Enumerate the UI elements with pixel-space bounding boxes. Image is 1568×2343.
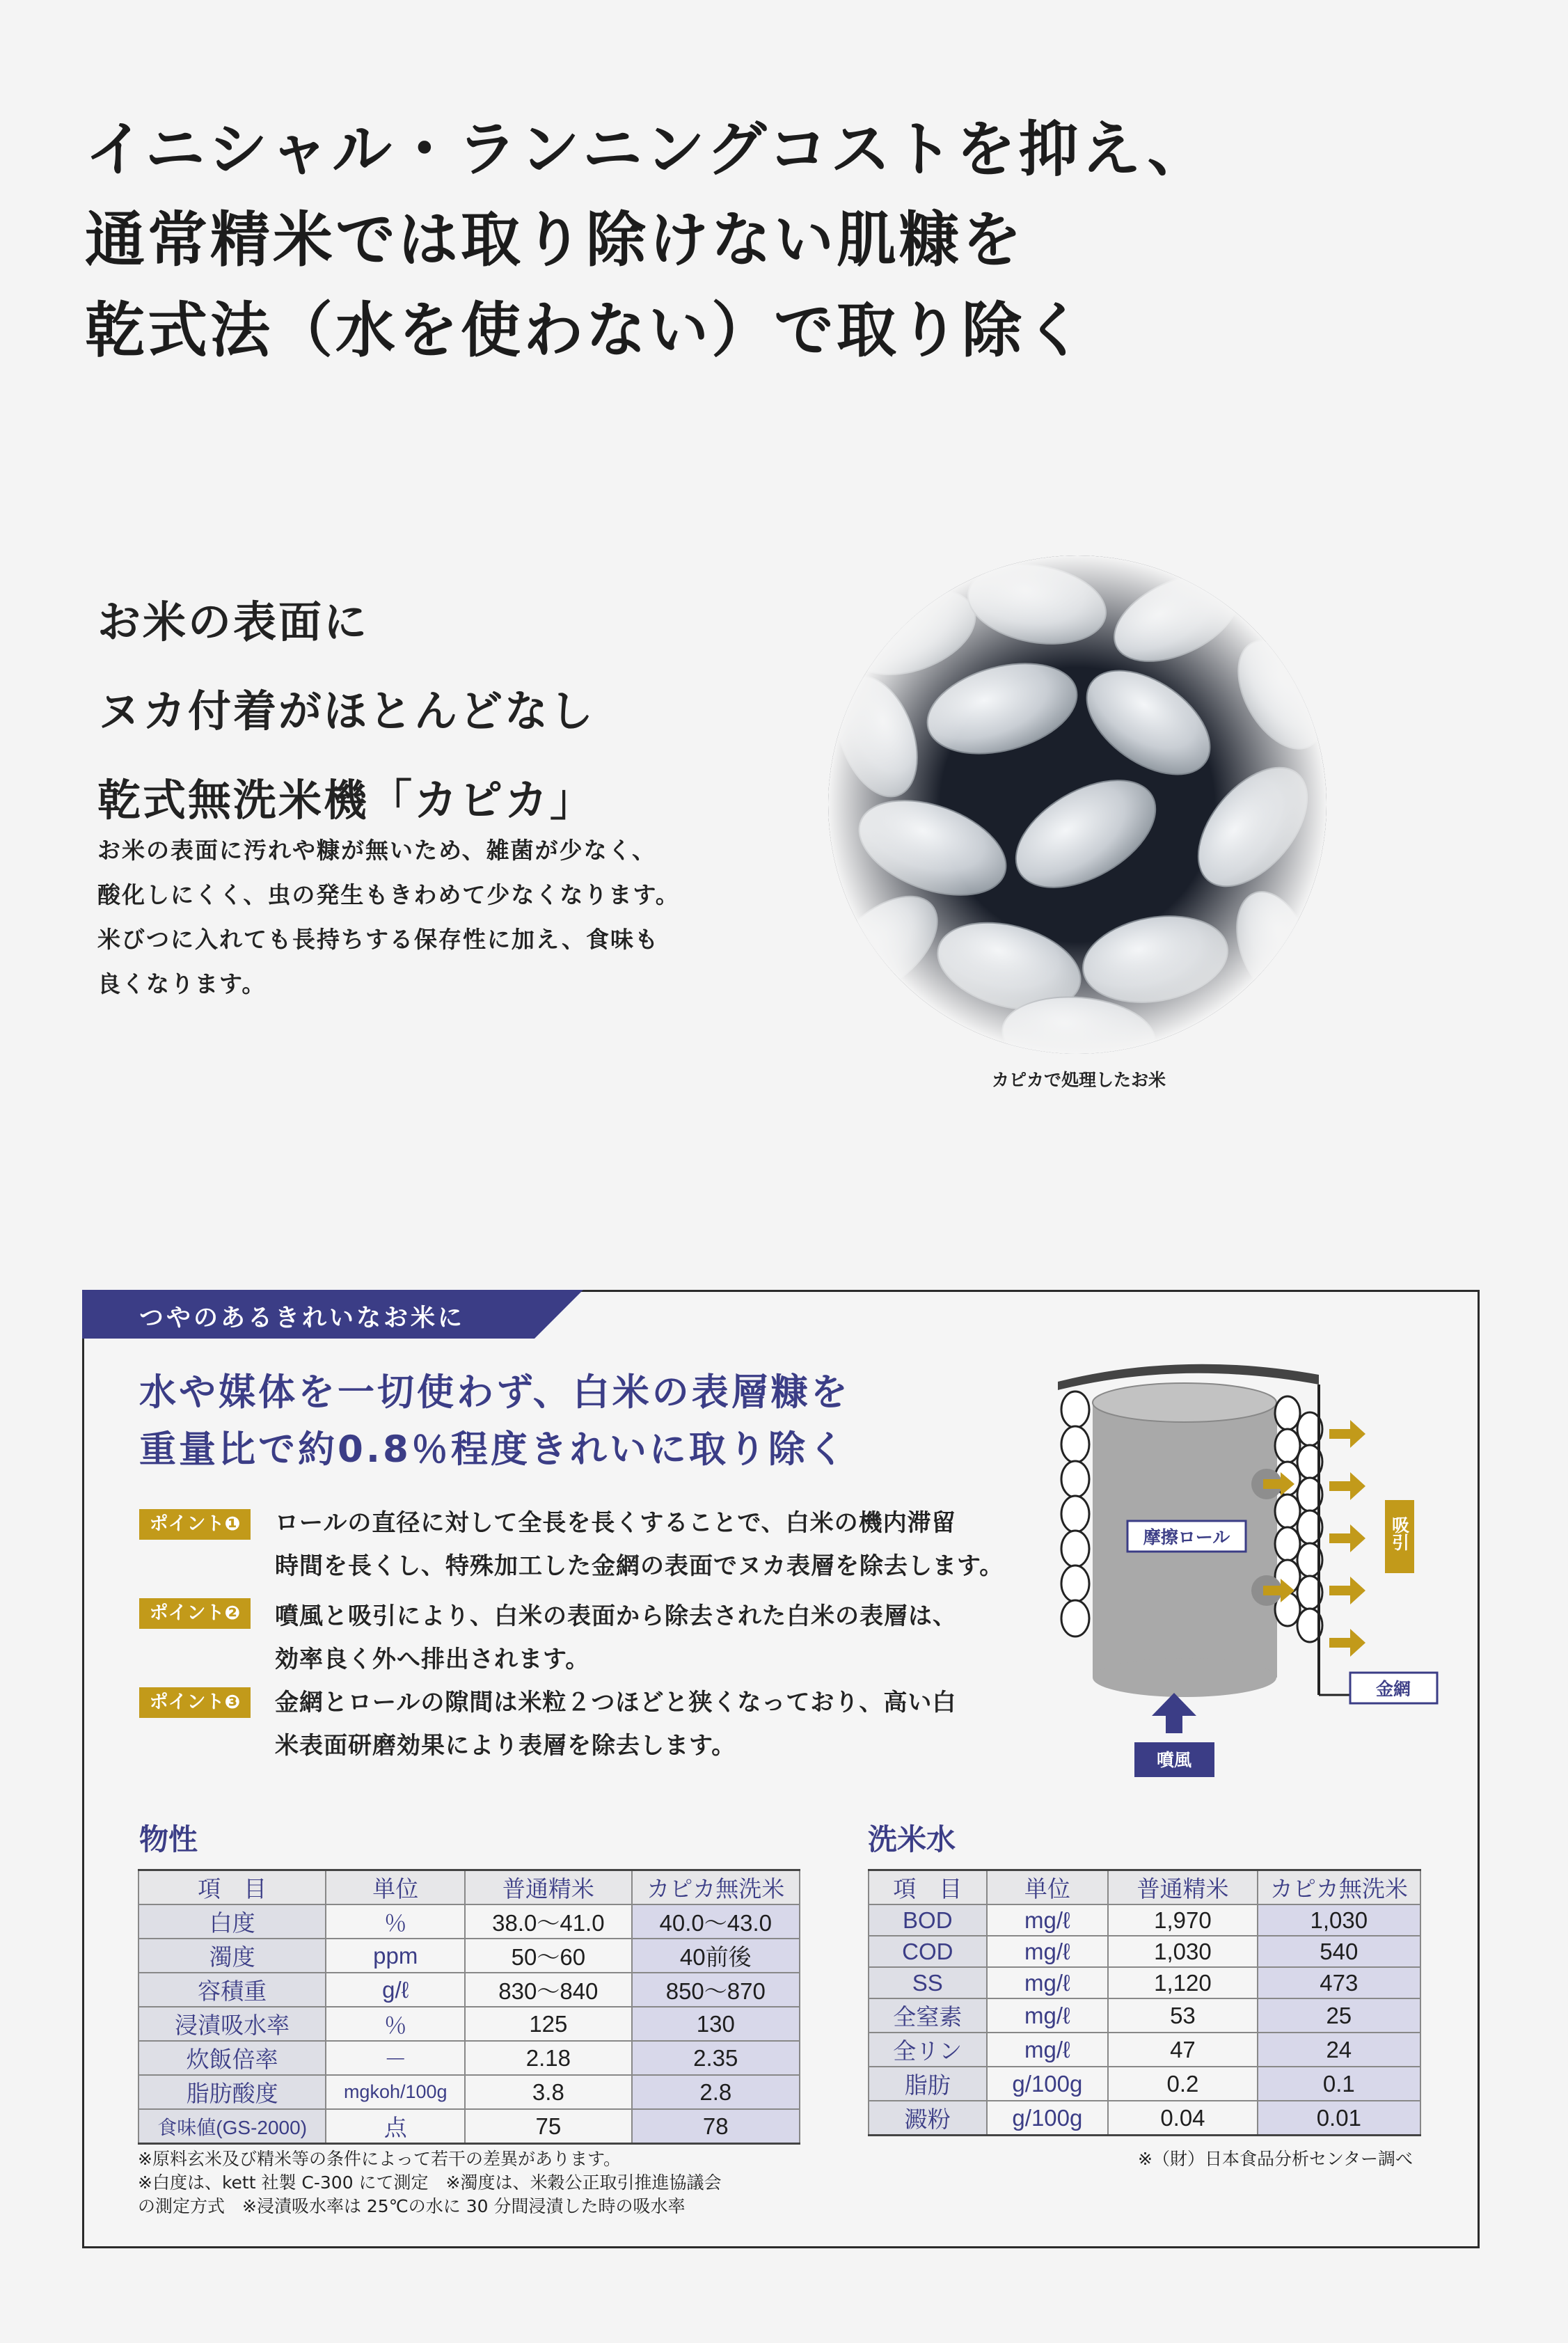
header-cell: 普通精米 [465,1870,631,1905]
note-line: ※白度は、kett 社製 C-300 にて測定 ※濁度は、米穀公正取引推進協議会 [138,2172,722,2193]
cell: mg/ℓ [987,2033,1109,2067]
cell: 40.0～43.0 [632,1904,800,1939]
cell: 全リン [869,2033,987,2067]
note-line: の測定方式 ※浸漬吸水率は 25℃の水に 30 分間浸漬した時の吸水率 [138,2196,686,2216]
intro-body-line: お米の表面に汚れや糠が無いため、雑菌が少なく、 [97,837,657,864]
header-cell: 項 目 [138,1870,326,1905]
cell: 130 [632,2007,800,2041]
cell: g/100g [987,2101,1109,2136]
cell: 全窒素 [869,1998,987,2033]
cell: 1,970 [1108,1904,1257,1936]
cell: 850～870 [632,1973,800,2007]
cell: 容積重 [138,1973,326,2007]
cell: 0.04 [1108,2101,1257,2136]
cell: ％ [326,2007,465,2041]
cell: 3.8 [465,2075,631,2109]
point-line: 米表面研磨効果により表層を除去します。 [275,1732,736,1760]
properties-notes [138,2147,722,2218]
roll-label: 摩擦ロール [1143,1527,1230,1547]
headline-line: イニシャル・ランニングコストを抑え、 [85,115,1210,184]
suction-label: 吸引 [1389,1516,1410,1551]
cell: 24 [1258,2033,1420,2067]
cell: 炊飯倍率 [138,2041,326,2075]
panel-title-line: 水や媒体を一切使わず、白米の表層糠を [139,1371,850,1414]
cell: mg/ℓ [987,1998,1109,2033]
cell: g/ℓ [326,1973,465,2007]
cell: 38.0～41.0 [465,1904,631,1939]
intro-title-line: お米の表面に [97,597,370,647]
table-header-row [138,1870,800,1905]
intro-body [97,828,680,1007]
cell: mgkoh/100g [326,2075,465,2109]
cell: mg/ℓ [987,1936,1109,1967]
point-line: 効率良く外へ排出されます。 [275,1646,590,1673]
cell: 0.01 [1258,2101,1420,2136]
table-row [869,2101,1420,2136]
cell: g/100g [987,2067,1109,2101]
point-text-3 [275,1681,956,1767]
intro-body-line: 米びつに入れても長持ちする保存性に加え、食味も [97,926,659,953]
properties-table [138,1869,800,2145]
cell: － [326,2041,465,2075]
table-row [138,1904,800,1939]
point-badge-1: ポイント❶ [139,1509,251,1540]
headline-line: 通常精米では取り除けない肌糠を [85,205,1024,275]
header-cell: 普通精米 [1108,1870,1257,1905]
cell: 50～60 [465,1939,631,1973]
header-cell: 単位 [326,1870,465,1905]
cell: 75 [465,2109,631,2144]
cell: 澱粉 [869,2101,987,2136]
table-row [138,2041,800,2075]
table-row [138,2109,800,2144]
cell: 25 [1258,1998,1420,2033]
table-row [869,2067,1420,2101]
point-text-2 [275,1595,957,1681]
blow-label: 噴風 [1156,1750,1192,1770]
table-row [138,2075,800,2109]
point-badge-3: ポイント❸ [139,1687,251,1718]
cell: ％ [326,1904,465,1939]
point-line: 時間を長くし、特殊加工した金網の表面でヌカ表層を除去します。 [275,1552,1004,1580]
table-row [138,1939,800,1973]
table-row [869,2033,1420,2067]
headline [85,104,1210,376]
cell: 0.1 [1258,2067,1420,2101]
header-cell: 項 目 [869,1870,987,1905]
point-line: 金網とロールの隙間は米粒２つほどと狭くなっており、高い白 [275,1689,957,1717]
header-cell: 単位 [987,1870,1109,1905]
cell: mg/ℓ [987,1967,1109,1998]
cell: COD [869,1936,987,1967]
cell: ppm [326,1939,465,1973]
cell: 1,030 [1258,1904,1420,1936]
header-cell: カピカ無洗米 [632,1870,800,1905]
panel-title-line: 重量比で約0.8％程度きれいに取り除く [139,1428,848,1471]
cell: SS [869,1967,987,1998]
properties-title: 物性 [139,1822,198,1856]
table-row [869,1936,1420,1967]
table-row [138,1973,800,2007]
point-line: 噴風と吸引により、白米の表面から除去された白米の表層は、 [275,1602,957,1630]
cell: 125 [465,2007,631,2041]
intro-title-line: ヌカ付着がほとんどなし [97,686,596,736]
intro-body-line: 良くなります。 [97,970,267,997]
intro-title [97,578,595,845]
cell: 0.2 [1108,2067,1257,2101]
machine-diagram [1044,1354,1448,1799]
table-row [869,1904,1420,1936]
cell: 2.35 [632,2041,800,2075]
cell: 点 [326,2109,465,2144]
point-badge-2: ポイント❷ [139,1598,251,1629]
cell: 脂肪 [869,2067,987,2101]
point-line: ロールの直径に対して全長を長くすることで、白米の機内滞留 [275,1509,956,1537]
cell: BOD [869,1904,987,1936]
cell: 食味値(GS-2000) [138,2109,326,2144]
cell: 2.8 [632,2075,800,2109]
cell: 2.18 [465,2041,631,2075]
table-row [138,2007,800,2041]
panel-title [139,1364,850,1478]
photo-caption: カピカで処理したお米 [991,1070,1166,1090]
cell: 1,030 [1108,1936,1257,1967]
cell: 47 [1108,2033,1257,2067]
wash-water-title: 洗米水 [868,1822,956,1856]
panel-tab-label: つやのあるきれいなお米に [139,1304,466,1332]
cell: 40前後 [632,1939,800,1973]
intro-body-line: 酸化しにくく、虫の発生もきわめて少なくなります。 [97,881,680,908]
rice-photo [828,555,1327,1054]
cell: 1,120 [1108,1967,1257,1998]
cell: 78 [632,2109,800,2144]
cell: 473 [1258,1967,1420,1998]
table-header-row [869,1870,1420,1905]
intro-title-line: 乾式無洗米機「カピカ」 [97,775,596,826]
header-cell: カピカ無洗米 [1258,1870,1420,1905]
cell: 830～840 [465,1973,631,2007]
headline-line: 乾式法（水を使わない）で取り除く [85,296,1087,365]
table-row [869,1967,1420,1998]
cell: 浸漬吸水率 [138,2007,326,2041]
cell: 脂肪酸度 [138,2075,326,2109]
cell: 白度 [138,1904,326,1939]
cell: 53 [1108,1998,1257,2033]
cell: 濁度 [138,1939,326,1973]
cell: mg/ℓ [987,1904,1109,1936]
table-row [869,1998,1420,2033]
point-text-1 [275,1501,1004,1588]
wash-water-table [868,1869,1421,2136]
wash-water-note: ※（財）日本食品分析センター調べ [1138,2149,1413,2169]
mesh-label: 金網 [1375,1679,1411,1699]
note-line: ※原料玄米及び精米等の条件によって若干の差異があります。 [138,2149,621,2169]
cell: 540 [1258,1936,1420,1967]
